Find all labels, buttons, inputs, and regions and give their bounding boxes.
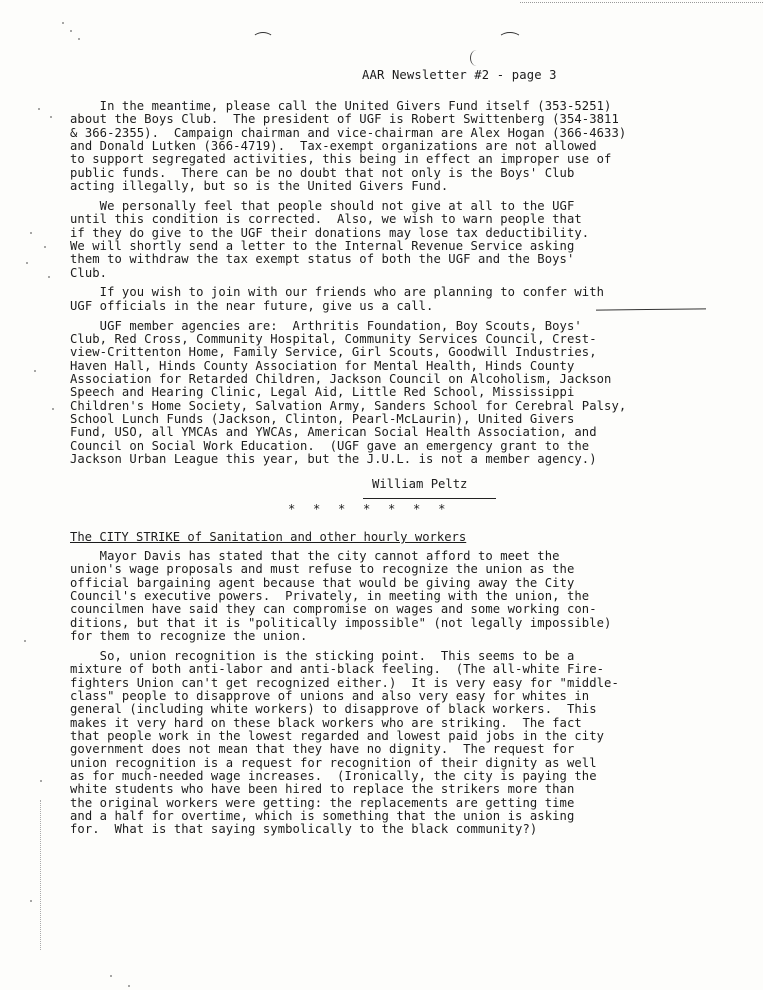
margin-dash-artifact [40,800,42,950]
text-line: that people work in the lowest regarded and lowest paid jobs in the city [70,728,605,743]
text-line: If you wish to join with our friends who are planning to confer with [70,285,605,300]
text-line: to support segregated activities, this being in effect an improper use of [70,152,612,167]
section-heading: The CITY STRIKE of Sanitation and other hourly workers [70,530,467,544]
text-line: them to withdraw the tax exempt status of both the UGF and the Boys' [70,252,575,267]
text-line: fighters Union can't get recognized either.) It is very easy for "middle- [70,675,619,690]
text-line: Speech and Hearing Clinic, Legal Aid, Little Red School, Mississippi [70,385,575,400]
text-line: Mayor Davis has stated that the city cannot afford to meet the [70,549,560,563]
text-line: Fund, USO, all YMCAs and YWCAs, American Social Health Association, and [70,425,597,440]
text-line: until this condition is corrected. Also, we wish to warn people that [70,212,582,227]
text-line: Club, Red Cross, Community Hospital, Community Services Council, Crest- [70,332,597,346]
text-line: if they do give to the UGF their donations may lose tax deductibility. [70,225,590,240]
margin-speck [40,780,42,782]
text-line: We personally feel that people should not give at all to the UGF [70,198,575,213]
margin-speck [78,38,80,40]
margin-speck [70,30,72,32]
margin-speck [128,985,130,987]
text-line: School Lunch Funds (Jackson, Clinton, Pearl-McLaurin), United Givers [70,412,575,427]
text-line: class" people to disapprove of unions and also very easy for whites in [70,688,590,703]
newsletter-body [70,100,710,466]
punch-hole-mark-right [498,32,522,47]
margin-speck [30,232,32,234]
text-line: the original workers were getting: the replacements are getting time [70,795,575,810]
text-line: Haven Hall, Hinds County Association for Mental Health, Hinds County [70,358,575,373]
text-line: Association for Retarded Children, Jackson Council on Alcoholism, Jackson [70,372,612,387]
scan-artifact-mark [470,50,483,66]
margin-speck [34,370,36,372]
margin-speck [30,900,32,902]
text-line: Council's executive powers. Privately, in meeting with the union, the [70,589,590,604]
text-line: and Donald Lutken (366-4719). Tax-exempt organizations are not allowed [70,139,597,154]
margin-speck [52,408,54,410]
margin-speck [44,246,46,248]
text-line: We will shortly send a letter to the Internal Revenue Service asking [70,238,575,253]
text-line: general (including white workers) to disapprove of black workers. This [70,702,597,717]
paragraph-ugf-call [70,100,710,193]
text-line: government does not mean that they have no dignity. The request for [70,742,575,757]
text-line: for. What is that saying symbolically to the black community?) [70,822,538,837]
text-line: Children's Home Society, Salvation Army, Sanders School for Cerebral Palsy, [70,398,627,413]
text-line: ditions, but that it is "politically impossible" (not legally impossible) [70,615,612,630]
text-line: Jackson Urban League this year, but the J.U.L. is not a member agency.) [70,452,597,467]
paragraph-mayor-davis [70,550,710,643]
paragraph-union-recognition [70,650,710,837]
page-header: AAR Newsletter #2 - page 3 [362,68,557,82]
author-signature: William Peltz [372,477,468,491]
margin-speck [50,116,52,118]
text-line: about the Boys Club. The president of UGF is Robert Swittenberg (354-3811 [70,112,619,127]
margin-speck [38,108,40,110]
signature-underline [363,498,496,499]
text-line: as for much-needed wage increases. (Ironically, the city is paying the [70,769,597,783]
text-line: UGF officials in the near future, give us a call. [70,298,434,313]
margin-speck [110,975,112,977]
margin-speck [26,262,28,264]
margin-speck [62,22,64,24]
text-line: white students who have been hired to replace the strikers more than [70,782,575,797]
text-line: In the meantime, please call the United Givers Fund itself (353-5251) [70,99,612,113]
text-line: for them to recognize the union. [70,629,308,644]
text-line: councilmen have said they can compromise on wages and some working con- [70,602,597,617]
text-line: view-Crittenton Home, Family Service, Girl Scouts, Goodwill Industries, [70,345,597,360]
text-line: union's wage proposals and must refuse to recognize the union as the [70,562,575,577]
text-line: public funds. There can be no doubt that not only is the Boys' Club [70,165,575,180]
punch-hole-mark-left [252,32,274,47]
text-line: Council on Social Work Education. (UGF gave an emergency grant to the [70,438,590,453]
text-line: & 366-2355). Campaign chairman and vice-chairman are Alex Hogan (366-4633) [70,125,627,140]
paragraph-withhold-donations [70,200,710,280]
section-separator: * * * * * * * [288,502,447,516]
text-line: makes it very hard on these black workers who are striking. The fact [70,715,582,730]
margin-speck [48,276,50,278]
text-line: mixture of both anti-labor and anti-black feeling. (The all-white Fire- [70,662,605,677]
text-line: official bargaining agent because that would be giving away the City [70,575,575,590]
text-line: So, union recognition is the sticking point. This seems to be a [70,648,575,663]
margin-speck [24,640,26,642]
text-line: Club. [70,265,108,280]
text-line: UGF member agencies are: Arthritis Foundation, Boy Scouts, Boys' [70,318,582,333]
text-line: union recognition is a request for recognition of their dignity as well [70,755,597,770]
text-line: acting illegally, but so is the United Givers Fund. [70,179,449,194]
strike-body [70,550,710,837]
paragraph-member-agencies [70,320,710,467]
scan-dotted-edge [520,2,763,3]
text-line: and a half for overtime, which is something that the union is asking [70,809,575,824]
